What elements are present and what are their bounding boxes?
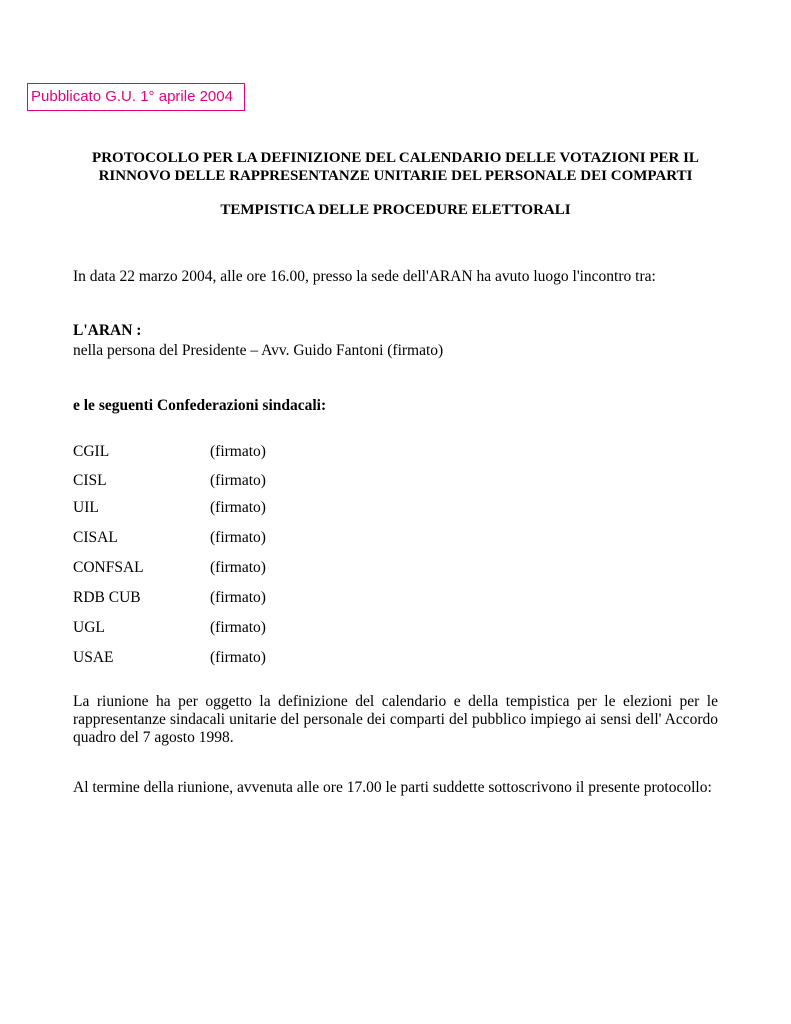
signature-status: (firmato) [210, 499, 266, 516]
confederation-name: USAE [73, 649, 114, 666]
confederation-name: CGIL [73, 443, 110, 460]
signature-status: (firmato) [210, 443, 266, 460]
aran-person: nella persona del Presidente – Avv. Guido Fantoni (firmato) [73, 342, 444, 359]
meeting-purpose-paragraph: La riunione ha per oggetto la definizione del calendario e della tempistica per le elezioni per le rappresentanze sindacali unitarie del personale dei comparti del pubblico impiego ai sensi dell' Accordo quadro del 7 agosto 1998. [73, 693, 718, 746]
confederation-name: UIL [73, 499, 99, 516]
signature-status: (firmato) [210, 649, 266, 666]
signature-status: (firmato) [210, 559, 266, 576]
signature-status: (firmato) [210, 589, 266, 606]
confederation-name: CISAL [73, 529, 118, 546]
confederation-name: RDB CUB [73, 589, 141, 606]
document-subtitle: TEMPISTICA DELLE PROCEDURE ELETTORALI [220, 202, 571, 218]
signature-status: (firmato) [210, 529, 266, 546]
aran-heading: L'ARAN : [73, 322, 142, 339]
publication-stamp: Pubblicato G.U. 1° aprile 2004 [27, 83, 245, 111]
title-line-2: RINNOVO DELLE RAPPRESENTANZE UNITARIE DEL PERSONALE DEI COMPARTI [98, 168, 693, 184]
closing-paragraph: Al termine della riunione, avvenuta alle ore 17.00 le parti suddette sottoscrivono il presente protocollo: [73, 779, 712, 796]
document-title [60, 149, 731, 185]
title-line-1: PROTOCOLLO PER LA DEFINIZIONE DEL CALENDARIO DELLE VOTAZIONI PER IL [92, 150, 699, 166]
confederation-name: UGL [73, 619, 105, 636]
intro-text: In data 22 marzo 2004, alle ore 16.00, presso la sede dell'ARAN ha avuto luogo l'incontro tra: [73, 268, 656, 285]
confederation-name: CISL [73, 472, 107, 489]
confederations-heading: e le seguenti Confederazioni sindacali: [73, 397, 327, 414]
signature-status: (firmato) [210, 619, 266, 636]
signature-status: (firmato) [210, 472, 266, 489]
confederation-name: CONFSAL [73, 559, 144, 576]
